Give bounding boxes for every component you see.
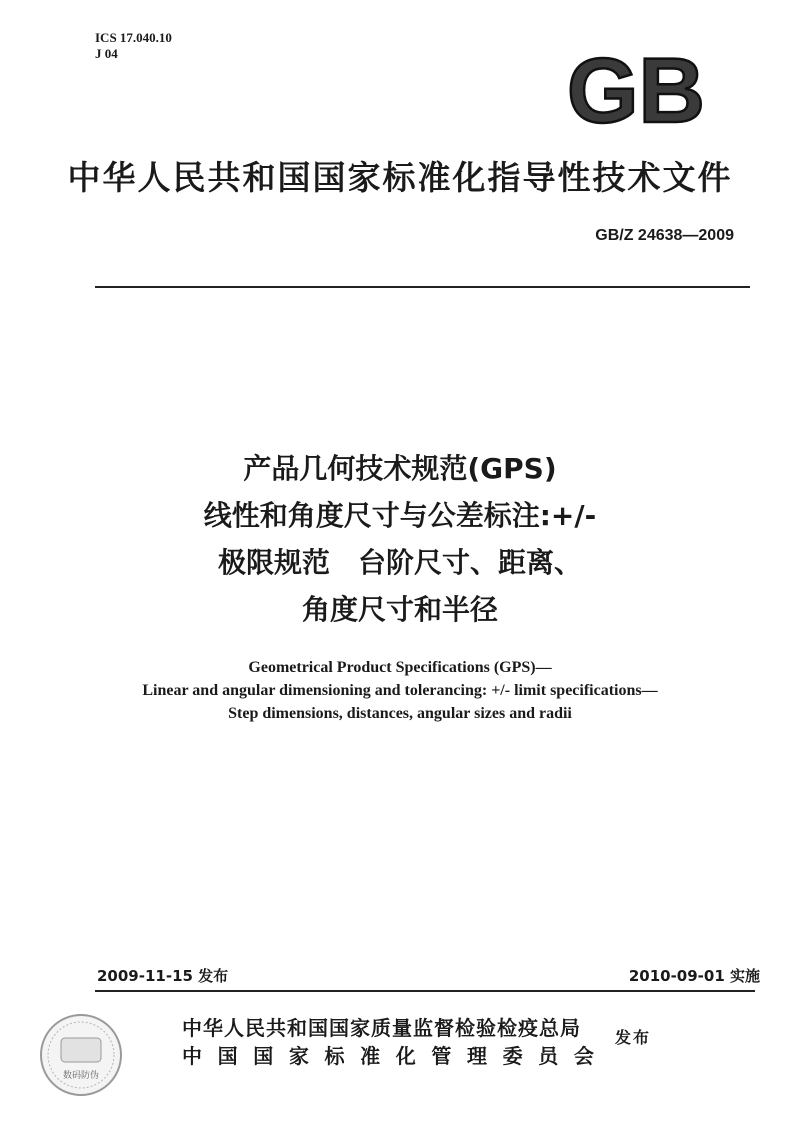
issuer-char: 准	[360, 1044, 381, 1068]
category-code: J 04	[95, 46, 118, 61]
issuer-char: 国	[253, 1044, 274, 1068]
title-en-line: Geometrical Product Specifications (GPS)—	[248, 659, 552, 676]
issuer-sac	[182, 1040, 594, 1069]
ics-code: ICS 17.040.10	[95, 30, 172, 45]
title-english	[0, 656, 800, 725]
title-chinese	[0, 445, 800, 633]
document-type-title: 中华人民共和国国家标准化指导性技术文件	[67, 158, 733, 197]
title-zh-line: 产品几何技术规范(GPS)	[243, 452, 557, 485]
gb-logo	[556, 42, 716, 138]
title-zh-line: 角度尺寸和半径	[301, 593, 498, 626]
issuer-char: 家	[288, 1044, 309, 1068]
anti-counterfeit-seal	[36, 1010, 126, 1100]
gb-logo-text: GB	[567, 42, 705, 138]
issuer-char: 管	[431, 1044, 452, 1068]
issuer-char: 理	[467, 1044, 487, 1068]
issuer-aqsiq: 中华人民共和国国家质量监督检验检疫总局	[182, 1016, 581, 1040]
classification-codes	[95, 30, 172, 62]
issuer-char: 会	[573, 1044, 594, 1068]
issue-date: 2009-11-15 发布	[97, 967, 229, 985]
publish-label: 发布	[615, 1028, 652, 1047]
title-zh-line: 线性和角度尺寸与公差标注:+/-	[203, 499, 597, 532]
title-zh-line: 极限规范 台阶尺寸、距离、	[217, 546, 582, 579]
seal-text: 数码防伪	[62, 1071, 100, 1081]
implementation-date: 2010-09-01 实施	[628, 967, 760, 985]
issuer-char: 委	[502, 1044, 523, 1068]
issuer-char: 员	[538, 1044, 559, 1068]
title-en-line: Step dimensions, distances, angular sizes and radii	[228, 705, 572, 722]
title-en-line: Linear and angular dimensioning and tolerancing: +/- limit specifications—	[142, 682, 658, 699]
issuer-char: 中	[182, 1044, 202, 1068]
issuer-char: 化	[395, 1044, 416, 1068]
issuer-char: 标	[324, 1044, 345, 1068]
footer-divider	[95, 990, 755, 992]
header-divider	[95, 286, 750, 288]
standard-number: GB/Z 24638—2009	[595, 227, 734, 244]
issuer-char: 国	[217, 1044, 238, 1068]
